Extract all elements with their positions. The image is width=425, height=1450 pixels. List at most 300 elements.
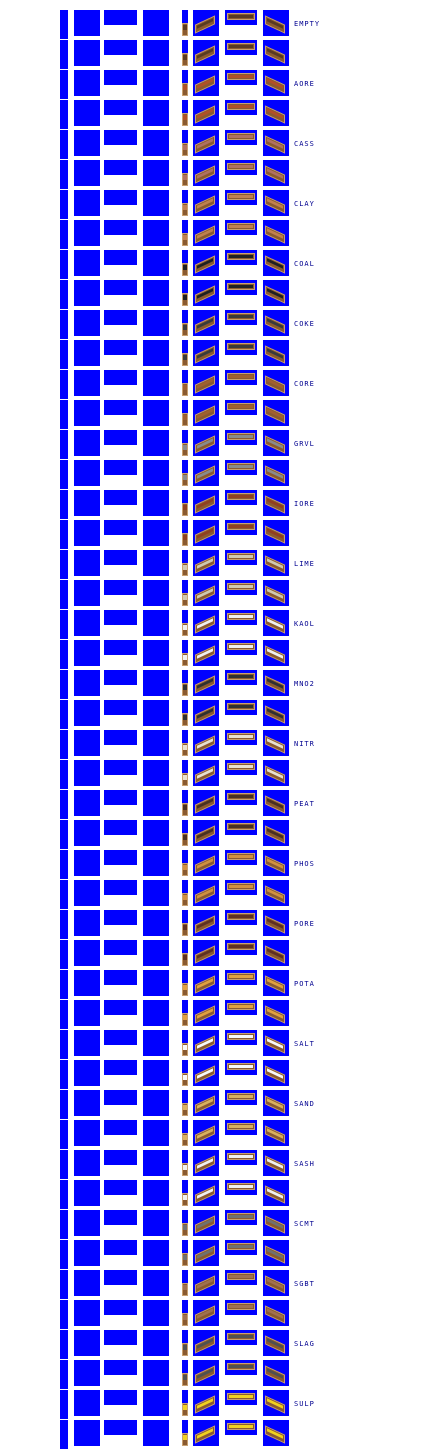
sprite-slot-diag-left xyxy=(74,1420,100,1446)
sprite-row xyxy=(0,1360,425,1390)
wagon-end-sprite xyxy=(182,413,188,426)
sprite-slot-diag-right xyxy=(143,220,169,246)
sprite-slot-flat xyxy=(104,400,137,415)
sprite-slot-side xyxy=(60,1150,68,1179)
sprite-slot-diag-right xyxy=(143,820,169,846)
wagon-flat-sprite xyxy=(227,1183,255,1190)
wagon-end-sprite xyxy=(182,83,188,96)
wagon-flat-sprite xyxy=(227,13,255,20)
sprite-slot-side xyxy=(60,670,68,699)
sprite-slot-side xyxy=(60,130,68,159)
sprite-slot-diag-right xyxy=(143,460,169,486)
sprite-slot-side xyxy=(60,820,68,849)
wagon-end-sprite xyxy=(182,713,188,726)
sprite-slot-flat xyxy=(104,130,137,145)
wagon-flat-sprite xyxy=(227,673,255,680)
wagon-end-sprite xyxy=(182,1283,188,1296)
sprite-slot-diag-right xyxy=(143,730,169,756)
sprite-slot-diag-right xyxy=(143,550,169,576)
sprite-slot-diag-left xyxy=(74,1360,100,1386)
sprite-slot-side xyxy=(60,1030,68,1059)
sprite-row xyxy=(0,40,425,70)
wagon-flat-sprite xyxy=(227,943,255,950)
sprite-slot-diag-right xyxy=(143,10,169,36)
wagon-end-sprite xyxy=(182,203,188,216)
sprite-slot-diag-right xyxy=(143,1300,169,1326)
sprite-slot-diag-left xyxy=(74,160,100,186)
wagon-flat-sprite xyxy=(227,1033,255,1040)
sprite-row xyxy=(0,1210,425,1240)
wagon-flat-sprite xyxy=(227,283,255,290)
sprite-slot-side xyxy=(60,970,68,999)
sprite-slot-flat xyxy=(104,1090,137,1105)
sprite-row xyxy=(0,1420,425,1450)
sprite-slot-side xyxy=(60,310,68,339)
wagon-end-sprite xyxy=(182,1073,188,1086)
sprite-slot-flat xyxy=(104,1360,137,1375)
wagon-flat-sprite xyxy=(227,373,255,380)
wagon-end-sprite xyxy=(182,743,188,756)
cargo-label: CORE xyxy=(294,380,315,388)
wagon-end-sprite xyxy=(182,863,188,876)
wagon-end-sprite xyxy=(182,563,188,576)
cargo-label: SULP xyxy=(294,1400,315,1408)
sprite-slot-diag-right xyxy=(143,130,169,156)
wagon-end-sprite xyxy=(182,1193,188,1206)
sprite-slot-side xyxy=(60,760,68,789)
sprite-slot-diag-left xyxy=(74,640,100,666)
wagon-flat-sprite xyxy=(227,1153,255,1160)
wagon-end-sprite xyxy=(182,623,188,636)
sprite-slot-diag-right xyxy=(143,1000,169,1026)
wagon-end-sprite xyxy=(182,143,188,156)
wagon-end-sprite xyxy=(182,1343,188,1356)
wagon-flat-sprite xyxy=(227,1363,255,1370)
wagon-end-sprite xyxy=(182,383,188,396)
sprite-slot-flat xyxy=(104,280,137,295)
sprite-row xyxy=(0,340,425,370)
sprite-row xyxy=(0,940,425,970)
sprite-slot-flat xyxy=(104,70,137,85)
sprite-slot-diag-left xyxy=(74,40,100,66)
sprite-slot-diag-left xyxy=(74,1090,100,1116)
sprite-slot-diag-left xyxy=(74,310,100,336)
cargo-label: COKE xyxy=(294,320,315,328)
wagon-end-sprite xyxy=(182,803,188,816)
sprite-slot-diag-right xyxy=(143,1060,169,1086)
wagon-flat-sprite xyxy=(227,1063,255,1070)
sprite-slot-diag-left xyxy=(74,1030,100,1056)
sprite-slot-flat xyxy=(104,820,137,835)
wagon-flat-sprite xyxy=(227,313,255,320)
sprite-slot-diag-right xyxy=(143,580,169,606)
wagon-flat-sprite xyxy=(227,43,255,50)
wagon-end-sprite xyxy=(182,893,188,906)
wagon-end-sprite xyxy=(182,953,188,966)
sprite-slot-flat xyxy=(104,1420,137,1435)
sprite-slot-diag-left xyxy=(74,1060,100,1086)
sprite-row xyxy=(0,760,425,790)
sprite-slot-diag-right xyxy=(143,1390,169,1416)
wagon-flat-sprite xyxy=(227,553,255,560)
sprite-slot-side xyxy=(60,1300,68,1329)
sprite-slot-diag-right xyxy=(143,340,169,366)
cargo-label: AORE xyxy=(294,80,315,88)
wagon-flat-sprite xyxy=(227,463,255,470)
wagon-flat-sprite xyxy=(227,433,255,440)
sprite-slot-flat xyxy=(104,1150,137,1165)
sprite-row xyxy=(0,370,425,400)
sprite-row xyxy=(0,1300,425,1330)
sprite-slot-side xyxy=(60,220,68,249)
sprite-slot-diag-right xyxy=(143,850,169,876)
wagon-flat-sprite xyxy=(227,1273,255,1280)
sprite-slot-flat xyxy=(104,1180,137,1195)
sprite-row xyxy=(0,640,425,670)
sprite-slot-diag-right xyxy=(143,610,169,636)
sprite-row xyxy=(0,490,425,520)
wagon-end-sprite xyxy=(182,1403,188,1416)
sprite-slot-flat xyxy=(104,1240,137,1255)
wagon-flat-sprite xyxy=(227,883,255,890)
sprite-slot-side xyxy=(60,940,68,969)
sprite-slot-flat xyxy=(104,430,137,445)
sprite-slot-diag-right xyxy=(143,1360,169,1386)
sprite-row xyxy=(0,1000,425,1030)
sprite-slot-flat xyxy=(104,340,137,355)
sprite-slot-diag-right xyxy=(143,430,169,456)
wagon-flat-sprite xyxy=(227,1393,255,1400)
sprite-slot-side xyxy=(60,1240,68,1269)
sprite-slot-diag-left xyxy=(74,370,100,396)
sprite-row xyxy=(0,820,425,850)
sprite-slot-flat xyxy=(104,610,137,625)
sprite-slot-side xyxy=(60,790,68,819)
sprite-slot-flat xyxy=(104,1330,137,1345)
sprite-row xyxy=(0,550,425,580)
sprite-slot-diag-right xyxy=(143,40,169,66)
sprite-slot-side xyxy=(60,1120,68,1149)
wagon-end-sprite xyxy=(182,53,188,66)
sprite-slot-flat xyxy=(104,1000,137,1015)
sprite-slot-flat xyxy=(104,940,137,955)
sprite-slot-side xyxy=(60,40,68,69)
sprite-slot-flat xyxy=(104,1030,137,1045)
sprite-slot-side xyxy=(60,460,68,489)
sprite-row xyxy=(0,1240,425,1270)
wagon-flat-sprite xyxy=(227,1213,255,1220)
sprite-row xyxy=(0,400,425,430)
sprite-slot-flat xyxy=(104,1120,137,1135)
sprite-row xyxy=(0,1060,425,1090)
sprite-slot-diag-left xyxy=(74,1330,100,1356)
cargo-label: SGBT xyxy=(294,1280,315,1288)
sprite-slot-flat xyxy=(104,730,137,745)
sprite-slot-diag-right xyxy=(143,760,169,786)
sprite-slot-flat xyxy=(104,460,137,475)
sprite-slot-diag-left xyxy=(74,130,100,156)
cargo-label: PEAT xyxy=(294,800,315,808)
wagon-end-sprite xyxy=(182,1043,188,1056)
sprite-slot-diag-right xyxy=(143,1330,169,1356)
wagon-end-sprite xyxy=(182,1013,188,1026)
sprite-slot-diag-left xyxy=(74,460,100,486)
sprite-row xyxy=(0,970,425,1000)
sprite-row xyxy=(0,850,425,880)
wagon-end-sprite xyxy=(182,1253,188,1266)
sprite-row xyxy=(0,580,425,610)
wagon-flat-sprite xyxy=(227,793,255,800)
sprite-slot-diag-left xyxy=(74,580,100,606)
wagon-end-sprite xyxy=(182,1373,188,1386)
wagon-flat-sprite xyxy=(227,493,255,500)
wagon-flat-sprite xyxy=(227,1003,255,1010)
sprite-slot-side xyxy=(60,280,68,309)
wagon-end-sprite xyxy=(182,473,188,486)
cargo-label: EMPTY xyxy=(294,20,321,28)
sprite-slot-side xyxy=(60,880,68,909)
wagon-flat-sprite xyxy=(227,163,255,170)
sprite-slot-flat xyxy=(104,1390,137,1405)
sprite-slot-diag-right xyxy=(143,1240,169,1266)
wagon-flat-sprite xyxy=(227,1423,255,1430)
cargo-label: POTA xyxy=(294,980,315,988)
sprite-slot-flat xyxy=(104,760,137,775)
wagon-flat-sprite xyxy=(227,73,255,80)
sprite-slot-diag-right xyxy=(143,1180,169,1206)
sprite-slot-side xyxy=(60,1330,68,1359)
wagon-end-sprite xyxy=(182,1133,188,1146)
sprite-slot-diag-left xyxy=(74,610,100,636)
sprite-slot-diag-right xyxy=(143,880,169,906)
sprite-slot-diag-left xyxy=(74,190,100,216)
sprite-row xyxy=(0,1030,425,1060)
sprite-slot-diag-left xyxy=(74,880,100,906)
sprite-row xyxy=(0,460,425,490)
sprite-slot-diag-left xyxy=(74,1240,100,1266)
sprite-slot-diag-left xyxy=(74,520,100,546)
cargo-label: LIME xyxy=(294,560,315,568)
wagon-end-sprite xyxy=(182,173,188,186)
wagon-end-sprite xyxy=(182,833,188,846)
sprite-slot-diag-right xyxy=(143,1210,169,1236)
sprite-slot-flat xyxy=(104,700,137,715)
sprite-row xyxy=(0,910,425,940)
sprite-slot-side xyxy=(60,1390,68,1419)
sprite-slot-side xyxy=(60,610,68,639)
sprite-slot-diag-right xyxy=(143,370,169,396)
sprite-row xyxy=(0,100,425,130)
sprite-row xyxy=(0,250,425,280)
sprite-row xyxy=(0,610,425,640)
cargo-label: SLAG xyxy=(294,1340,315,1348)
sprite-slot-diag-right xyxy=(143,1030,169,1056)
wagon-flat-sprite xyxy=(227,1333,255,1340)
sprite-slot-side xyxy=(60,100,68,129)
sprite-slot-flat xyxy=(104,490,137,505)
cargo-label: CASS xyxy=(294,140,315,148)
sprite-slot-diag-right xyxy=(143,490,169,516)
sprite-slot-side xyxy=(60,340,68,369)
cargo-label: SASH xyxy=(294,1160,315,1168)
sprite-slot-diag-left xyxy=(74,1150,100,1176)
sprite-slot-diag-left xyxy=(74,730,100,756)
sprite-slot-diag-left xyxy=(74,430,100,456)
sprite-slot-diag-right xyxy=(143,1270,169,1296)
sprite-row xyxy=(0,190,425,220)
sprite-slot-diag-left xyxy=(74,490,100,516)
sprite-slot-side xyxy=(60,1270,68,1299)
wagon-end-sprite xyxy=(182,533,188,546)
wagon-flat-sprite xyxy=(227,523,255,530)
sprite-slot-side xyxy=(60,550,68,579)
sprite-slot-diag-left xyxy=(74,340,100,366)
sprite-slot-side xyxy=(60,640,68,669)
sprite-slot-diag-right xyxy=(143,1090,169,1116)
sprite-slot-side xyxy=(60,1000,68,1029)
sprite-slot-flat xyxy=(104,520,137,535)
sprite-slot-side xyxy=(60,250,68,279)
sprite-slot-diag-right xyxy=(143,160,169,186)
sprite-row xyxy=(0,700,425,730)
wagon-end-sprite xyxy=(182,983,188,996)
sprite-slot-diag-left xyxy=(74,760,100,786)
wagon-end-sprite xyxy=(182,353,188,366)
sprite-slot-flat xyxy=(104,880,137,895)
sprite-row xyxy=(0,130,425,160)
sprite-slot-flat xyxy=(104,1060,137,1075)
wagon-flat-sprite xyxy=(227,133,255,140)
cargo-label: SALT xyxy=(294,1040,315,1048)
sprite-slot-side xyxy=(60,10,68,39)
cargo-label: GRVL xyxy=(294,440,315,448)
sprite-slot-diag-right xyxy=(143,190,169,216)
wagon-end-sprite xyxy=(182,293,188,306)
wagon-end-sprite xyxy=(182,443,188,456)
sprite-slot-side xyxy=(60,190,68,219)
wagon-flat-sprite xyxy=(227,1303,255,1310)
sprite-row xyxy=(0,430,425,460)
sprite-slot-diag-left xyxy=(74,970,100,996)
wagon-end-sprite xyxy=(182,323,188,336)
sprite-slot-flat xyxy=(104,1210,137,1225)
sprite-slot-diag-left xyxy=(74,1180,100,1206)
sprite-slot-diag-left xyxy=(74,1390,100,1416)
sprite-slot-flat xyxy=(104,160,137,175)
sprite-slot-flat xyxy=(104,910,137,925)
sprite-row xyxy=(0,160,425,190)
wagon-end-sprite xyxy=(182,1313,188,1326)
wagon-flat-sprite xyxy=(227,1123,255,1130)
wagon-end-sprite xyxy=(182,113,188,126)
cargo-label: MNO2 xyxy=(294,680,315,688)
sprite-slot-side xyxy=(60,70,68,99)
sprite-slot-diag-right xyxy=(143,640,169,666)
sprite-slot-side xyxy=(60,700,68,729)
sprite-slot-diag-left xyxy=(74,220,100,246)
sprite-row xyxy=(0,1390,425,1420)
sprite-row xyxy=(0,730,425,760)
sprite-slot-diag-right xyxy=(143,310,169,336)
sprite-slot-flat xyxy=(104,1300,137,1315)
sprite-row xyxy=(0,520,425,550)
sprite-slot-diag-right xyxy=(143,790,169,816)
cargo-label: SCMT xyxy=(294,1220,315,1228)
sprite-row xyxy=(0,880,425,910)
sprite-slot-side xyxy=(60,370,68,399)
sprite-slot-diag-left xyxy=(74,10,100,36)
sprite-row xyxy=(0,1180,425,1210)
wagon-flat-sprite xyxy=(227,823,255,830)
sprite-slot-diag-left xyxy=(74,910,100,936)
sprite-slot-flat xyxy=(104,580,137,595)
wagon-flat-sprite xyxy=(227,343,255,350)
sprite-slot-flat xyxy=(104,640,137,655)
sprite-slot-diag-left xyxy=(74,250,100,276)
wagon-end-sprite xyxy=(182,1223,188,1236)
sprite-slot-diag-left xyxy=(74,1270,100,1296)
wagon-flat-sprite xyxy=(227,913,255,920)
sprite-row xyxy=(0,1270,425,1300)
sprite-slot-diag-left xyxy=(74,100,100,126)
sprite-slot-diag-left xyxy=(74,1000,100,1026)
sprite-slot-diag-right xyxy=(143,670,169,696)
sprite-slot-diag-right xyxy=(143,280,169,306)
wagon-flat-sprite xyxy=(227,973,255,980)
wagon-end-sprite xyxy=(182,683,188,696)
sprite-slot-diag-right xyxy=(143,970,169,996)
wagon-flat-sprite xyxy=(227,1243,255,1250)
sprite-slot-flat xyxy=(104,190,137,205)
wagon-end-sprite xyxy=(182,1433,188,1446)
sprite-slot-flat xyxy=(104,100,137,115)
wagon-flat-sprite xyxy=(227,733,255,740)
sprite-slot-flat xyxy=(104,790,137,805)
sprite-slot-side xyxy=(60,1360,68,1389)
sprite-slot-side xyxy=(60,580,68,609)
sprite-slot-side xyxy=(60,1060,68,1089)
sprite-slot-diag-left xyxy=(74,400,100,426)
sprite-slot-flat xyxy=(104,310,137,325)
sprite-slot-diag-right xyxy=(143,70,169,96)
sprite-row xyxy=(0,1330,425,1360)
cargo-label: KAOL xyxy=(294,620,315,628)
wagon-flat-sprite xyxy=(227,223,255,230)
sprite-slot-diag-left xyxy=(74,820,100,846)
sprite-slot-diag-right xyxy=(143,100,169,126)
sprite-slot-side xyxy=(60,1420,68,1449)
wagon-flat-sprite xyxy=(227,103,255,110)
sprite-row xyxy=(0,220,425,250)
sprite-slot-diag-left xyxy=(74,550,100,576)
sprite-slot-side xyxy=(60,430,68,459)
sprite-slot-side xyxy=(60,160,68,189)
wagon-flat-sprite xyxy=(227,193,255,200)
sprite-row xyxy=(0,790,425,820)
sprite-row xyxy=(0,310,425,340)
wagon-flat-sprite xyxy=(227,643,255,650)
sprite-slot-flat xyxy=(104,970,137,985)
wagon-end-sprite xyxy=(182,773,188,786)
wagon-flat-sprite xyxy=(227,253,255,260)
wagon-end-sprite xyxy=(182,653,188,666)
cargo-label: CLAY xyxy=(294,200,315,208)
sprite-slot-diag-right xyxy=(143,910,169,936)
sprite-slot-side xyxy=(60,1090,68,1119)
sprite-slot-diag-left xyxy=(74,940,100,966)
wagon-end-sprite xyxy=(182,593,188,606)
sprite-row xyxy=(0,1120,425,1150)
